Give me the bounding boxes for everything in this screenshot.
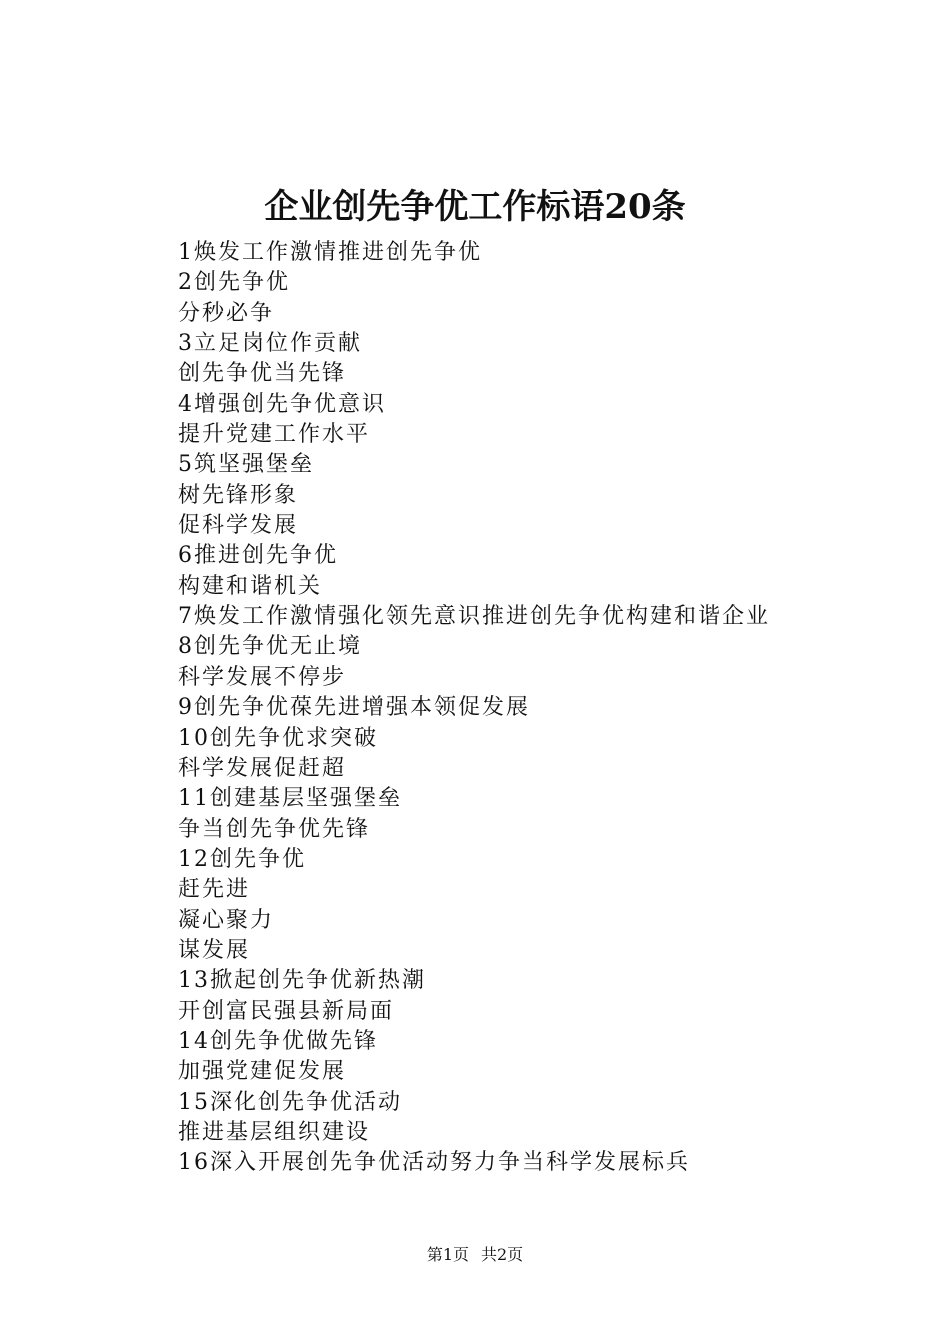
slogan-line: 加强党建促发展 [178, 1059, 347, 1085]
slogan-line: 14创先争优做先锋 [178, 1028, 378, 1054]
slogan-line: 11创建基层坚强堡垒 [178, 786, 402, 812]
slogan-line: 科学发展促赶超 [178, 755, 347, 781]
slogan-line: 凝心聚力 [178, 907, 275, 933]
slogan-line: 2创先争优 [178, 270, 290, 296]
slogan-line: 促科学发展 [178, 513, 299, 539]
slogan-line: 树先锋形象 [178, 482, 299, 508]
slogan-line: 15深化创先争优活动 [178, 1089, 402, 1115]
slogan-line: 推进基层组织建设 [178, 1119, 371, 1145]
slogan-line: 争当创先争优先锋 [178, 816, 371, 842]
slogan-line: 9创先争优葆先进增强本领促发展 [178, 695, 530, 721]
slogan-line: 1焕发工作激情推进创先争优 [178, 240, 482, 265]
slogan-line: 12创先争优 [178, 846, 306, 872]
slogan-line: 6推进创先争优 [178, 543, 338, 569]
page-number: 第1页 [426, 1245, 469, 1264]
slogan-line: 4增强创先争优意识 [178, 391, 386, 417]
slogan-line: 分秒必争 [178, 300, 275, 326]
slogan-line: 赶先进 [178, 877, 251, 903]
slogan-line: 7焕发工作激情强化领先意识推进创先争优构建和谐企业 [178, 604, 770, 630]
document-title: 企业创先争优工作标语20条 [264, 187, 686, 227]
page-footer [0, 1243, 950, 1267]
slogan-line: 13掀起创先争优新热潮 [178, 968, 426, 994]
slogan-line: 3立足岗位作贡献 [178, 331, 362, 357]
slogan-line: 科学发展不停步 [178, 664, 347, 690]
slogan-line: 开创富民强县新局面 [178, 998, 395, 1024]
slogan-line: 5筑坚强堡垒 [178, 452, 314, 478]
slogan-list [178, 238, 878, 1179]
slogan-line: 提升党建工作水平 [178, 422, 371, 448]
slogan-line: 谋发展 [178, 937, 251, 963]
slogan-line: 创先争优当先锋 [178, 361, 347, 387]
page-total: 共2页 [481, 1245, 524, 1264]
slogan-line: 16深入开展创先争优活动努力争当科学发展标兵 [178, 1150, 690, 1176]
slogan-line: 10创先争优求突破 [178, 725, 378, 751]
slogan-line: 构建和谐机关 [178, 573, 323, 599]
slogan-line: 8创先争优无止境 [178, 634, 362, 660]
